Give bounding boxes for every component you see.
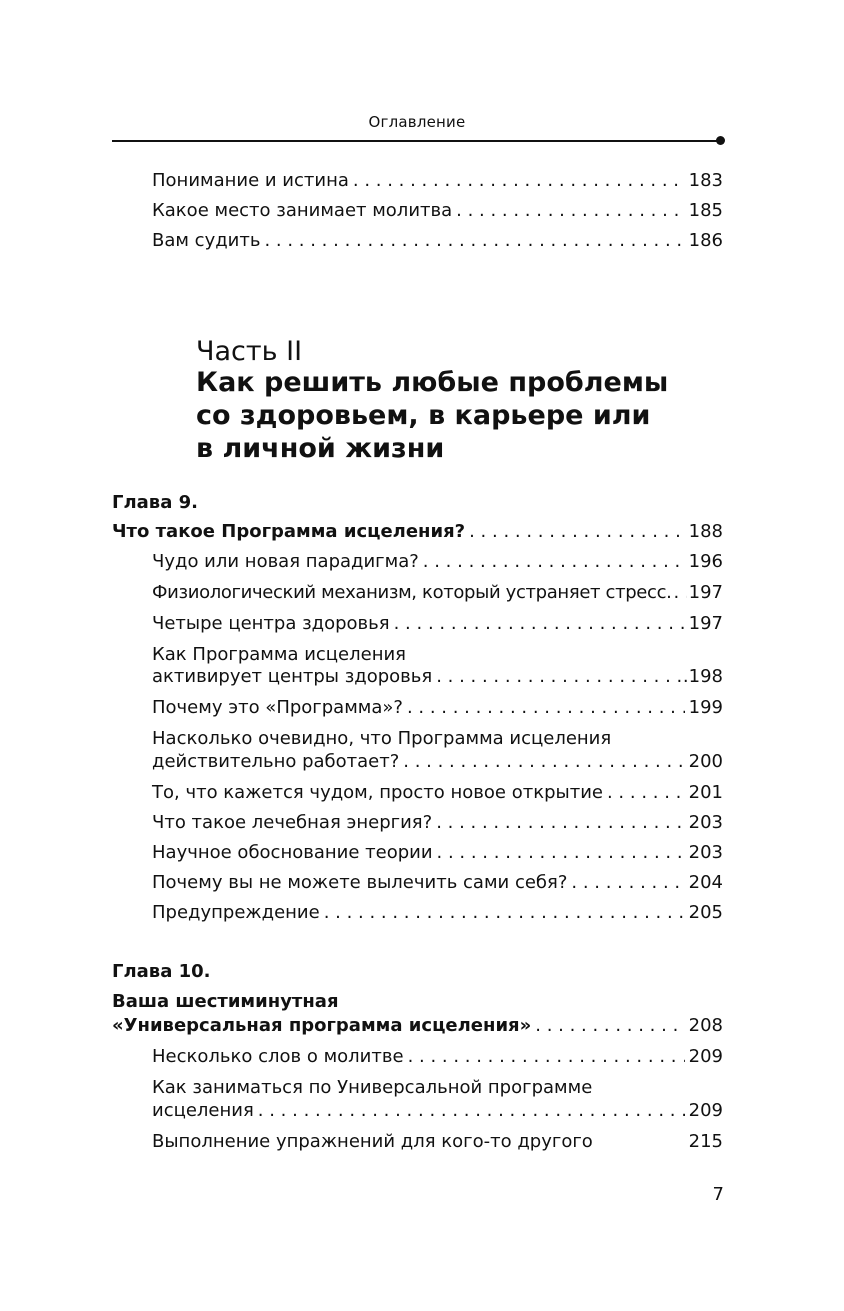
chapter-title: «Универсальная программа исцеления» bbox=[112, 1015, 532, 1036]
leader-dots bbox=[436, 808, 684, 838]
leader-dots bbox=[394, 609, 685, 639]
toc-entry-page: 199 bbox=[688, 697, 723, 718]
toc-entry[interactable] bbox=[152, 1042, 723, 1072]
leader-dots bbox=[437, 838, 685, 868]
toc-entry-title: Чудо или новая парадигма? bbox=[152, 551, 419, 572]
toc-entry[interactable] bbox=[152, 808, 723, 838]
leader-dots bbox=[258, 1096, 685, 1126]
toc-entry[interactable] bbox=[152, 166, 723, 196]
toc-entry[interactable] bbox=[152, 838, 723, 868]
toc-entry[interactable] bbox=[152, 226, 723, 256]
toc-entry-title: Почему вы не можете вылечить сами себя? bbox=[152, 872, 568, 893]
toc-entry-page: 201 bbox=[688, 782, 723, 803]
leader-dots bbox=[674, 578, 687, 608]
toc-entry-title: Предупреждение bbox=[152, 902, 320, 923]
toc-entry[interactable] bbox=[152, 547, 723, 577]
toc-entry-title: Физиологический механизм, который устраняет стресс. bbox=[152, 582, 672, 603]
toc-entry-title: Выполнение упражнений для кого-то другого bbox=[152, 1131, 593, 1152]
toc-entry-title: Что такое лечебная энергия? bbox=[152, 812, 433, 833]
chapter-label: Глава 9. bbox=[112, 492, 198, 513]
toc-entry-title: Почему это «Программа»? bbox=[152, 697, 403, 718]
toc-entry-title: действительно работает? bbox=[152, 751, 400, 772]
leader-dots bbox=[403, 747, 684, 777]
toc-entry-title: Четыре центра здоровья bbox=[152, 613, 390, 634]
part-title-line: в личной жизни bbox=[196, 433, 445, 464]
toc-entry-page: 215 bbox=[688, 1131, 723, 1152]
toc-entry-page: 205 bbox=[688, 902, 723, 923]
header-rule bbox=[112, 140, 720, 142]
toc-entry[interactable] bbox=[152, 868, 723, 898]
toc-entry-page: 200 bbox=[688, 751, 723, 772]
toc-entry-title: Научное обоснование теории bbox=[152, 842, 433, 863]
leader-dots bbox=[408, 1042, 685, 1072]
toc-entry-page: 186 bbox=[688, 230, 723, 251]
toc-entry-page: 188 bbox=[688, 521, 723, 542]
toc-entry-title: Несколько слов о молитве bbox=[152, 1046, 404, 1067]
leader-dots bbox=[535, 1011, 684, 1041]
toc-entry-page: 183 bbox=[688, 170, 723, 191]
toc-entry-title: Вам судить bbox=[152, 230, 261, 251]
toc-entry-page: 209 bbox=[688, 1046, 723, 1067]
toc-entry-title: Какое место занимает молитва bbox=[152, 200, 453, 221]
toc-entry[interactable] bbox=[152, 662, 723, 692]
toc-entry-title: То, что кажется чудом, просто новое открытие bbox=[152, 782, 603, 803]
leader-dots bbox=[571, 868, 684, 898]
part-label: Часть II bbox=[196, 336, 303, 367]
toc-entry[interactable] bbox=[152, 1096, 723, 1126]
toc-entry[interactable] bbox=[152, 747, 723, 777]
leader-dots bbox=[607, 778, 685, 808]
toc-entry[interactable] bbox=[152, 609, 723, 639]
toc-entry-title-line1: Как заниматься по Универсальной программе bbox=[152, 1077, 593, 1098]
toc-entry[interactable] bbox=[152, 578, 723, 608]
leader-dots bbox=[423, 547, 685, 577]
part-title-line: со здоровьем, в карьере или bbox=[196, 400, 651, 431]
toc-entry[interactable] bbox=[152, 1127, 723, 1157]
leader-dots bbox=[407, 693, 685, 723]
toc-entry-page: .198 bbox=[682, 666, 723, 687]
part-title-line: Как решить любые проблемы bbox=[196, 367, 669, 398]
page-number: 7 bbox=[712, 1184, 724, 1205]
toc-entry-page: 197 bbox=[688, 582, 723, 603]
toc-entry-title-line1: Насколько очевидно, что Программа исцеления bbox=[152, 728, 612, 749]
part-title bbox=[196, 366, 669, 465]
leader-dots bbox=[264, 226, 684, 256]
toc-entry-title: Понимание и истина bbox=[152, 170, 349, 191]
chapter-title-entry[interactable] bbox=[112, 1011, 723, 1041]
toc-entry[interactable] bbox=[152, 693, 723, 723]
running-head: Оглавление bbox=[368, 113, 466, 131]
chapter-title-entry[interactable] bbox=[112, 517, 723, 547]
toc-entry-page: 196 bbox=[688, 551, 723, 572]
toc-entry-page: 185 bbox=[688, 200, 723, 221]
toc-entry-page: 203 bbox=[688, 842, 723, 863]
toc-entry-page: 209 bbox=[688, 1100, 723, 1121]
leader-dots bbox=[456, 196, 685, 226]
toc-entry-title: исцеления bbox=[152, 1100, 254, 1121]
chapter-title-line1: Ваша шестиминутная bbox=[112, 991, 339, 1012]
toc-entry-title-line1: Как Программа исцеления bbox=[152, 644, 406, 665]
leader-dots bbox=[353, 166, 685, 196]
chapter-label: Глава 10. bbox=[112, 961, 211, 982]
chapter-title: Что такое Программа исцеления? bbox=[112, 521, 466, 542]
toc-entry[interactable] bbox=[152, 898, 723, 928]
leader-dots bbox=[324, 898, 685, 928]
toc-entry-page: 204 bbox=[688, 872, 723, 893]
leader-dots bbox=[436, 662, 683, 692]
leader-dots bbox=[469, 517, 685, 547]
toc-entry[interactable] bbox=[152, 778, 723, 808]
toc-entry-page: 197 bbox=[688, 613, 723, 634]
toc-entry-title: активирует центры здоровья bbox=[152, 666, 433, 687]
toc-entry-page: 203 bbox=[688, 812, 723, 833]
toc-entry-page: 208 bbox=[688, 1015, 723, 1036]
toc-entry[interactable] bbox=[152, 196, 723, 226]
header-rule-dot bbox=[716, 136, 725, 145]
